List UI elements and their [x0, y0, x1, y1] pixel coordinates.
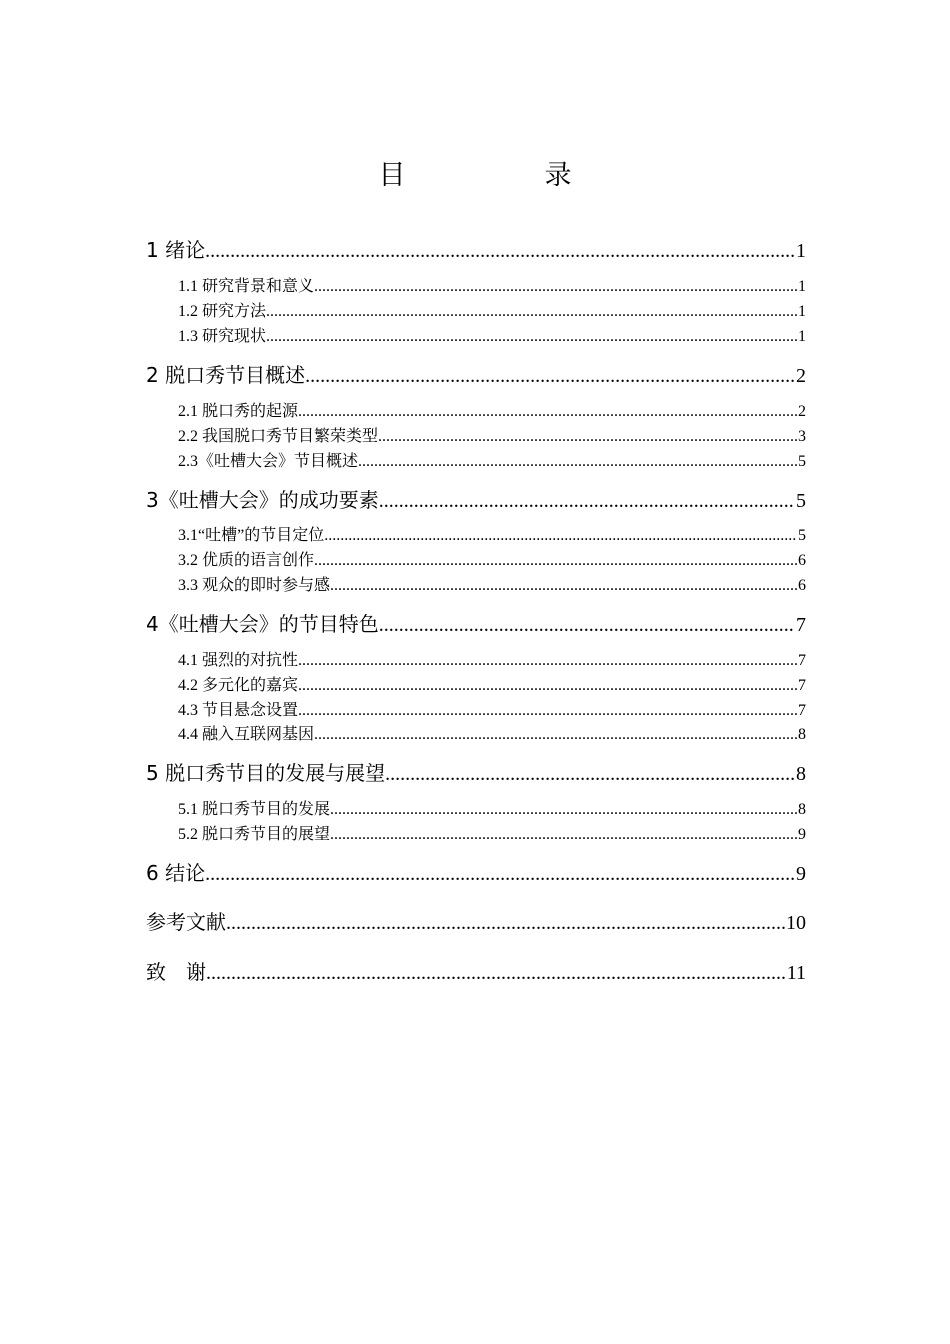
toc-entry-label: 3.1“吐槽”的节目定位	[178, 527, 325, 544]
toc-page-number: 1	[798, 303, 806, 320]
toc-leader-dots	[330, 824, 797, 846]
toc-leader-dots	[385, 761, 795, 787]
toc-entry-label: 1.2 研究方法	[178, 303, 267, 320]
toc-leader-dots	[305, 363, 795, 389]
toc-leader-dots	[266, 326, 797, 348]
toc-leader-dots	[226, 910, 785, 936]
toc-entry-label: 2 脱口秀节目概述	[146, 363, 306, 387]
toc-leader-dots	[314, 550, 797, 572]
toc-leader-dots	[358, 451, 797, 473]
toc-page-number: 2	[798, 403, 806, 420]
toc-page-number: 9	[798, 826, 806, 843]
toc-page-number: 1	[796, 240, 806, 262]
toc-entry[interactable]	[146, 760, 806, 787]
toc-entry-label: 4.4 融入互联网基因	[178, 726, 315, 743]
toc-entry[interactable]	[178, 650, 806, 672]
toc-entry[interactable]	[178, 276, 806, 298]
toc-leader-dots	[298, 650, 797, 672]
toc-entry-label: 4.1 强烈的对抗性	[178, 652, 299, 669]
toc-leader-dots	[379, 488, 795, 514]
toc-entry-label: 3.2 优质的语言创作	[178, 552, 315, 569]
toc-entry-label: 6 结论	[146, 861, 206, 885]
toc-entry[interactable]	[178, 326, 806, 348]
toc-page-number: 7	[796, 614, 806, 636]
toc-leader-dots	[205, 238, 795, 264]
toc-leader-dots	[314, 276, 797, 298]
toc-leader-dots	[206, 960, 786, 986]
toc-page-number: 2	[796, 365, 806, 387]
toc-page-number: 8	[798, 801, 806, 818]
toc-entry-label: 1.1 研究背景和意义	[178, 278, 315, 295]
toc-entry[interactable]	[178, 301, 806, 323]
toc-entry-label: 致 谢	[146, 960, 206, 984]
toc-page-number: 1	[798, 328, 806, 345]
toc-entry[interactable]	[178, 575, 806, 597]
toc-leader-dots	[266, 301, 797, 323]
toc-entry[interactable]	[178, 799, 806, 821]
toc-page-number: 6	[798, 577, 806, 594]
toc-entry-label: 4.3 节目悬念设置	[178, 702, 299, 719]
toc-entry[interactable]	[178, 550, 806, 572]
toc-entry[interactable]	[178, 426, 806, 448]
toc-leader-dots	[330, 799, 797, 821]
toc-entry-label: 3《吐槽大会》的成功要素	[146, 488, 379, 512]
toc-entry-label: 2.1 脱口秀的起源	[178, 403, 299, 420]
toc-entry-label: 5 脱口秀节目的发展与展望	[146, 761, 386, 785]
toc-entry[interactable]	[178, 700, 806, 722]
toc-page-number: 7	[798, 652, 806, 669]
toc-page-number: 8	[796, 763, 806, 785]
toc-entry-label: 2.3《吐槽大会》节目概述	[178, 453, 359, 470]
toc-page-number: 8	[798, 726, 806, 743]
toc-entry[interactable]	[178, 724, 806, 746]
toc-leader-dots	[205, 861, 795, 887]
toc-page-number: 7	[798, 677, 806, 694]
toc-entry-label: 5.2 脱口秀节目的展望	[178, 826, 331, 843]
toc-page-number: 11	[786, 962, 806, 984]
toc-entry[interactable]	[146, 909, 806, 936]
toc-title: 目 录	[378, 160, 628, 191]
toc-page-number: 10	[786, 912, 806, 934]
toc-leader-dots	[324, 525, 797, 547]
toc-entry-label: 1.3 研究现状	[178, 328, 267, 345]
toc-entry[interactable]	[146, 237, 806, 264]
toc-entry-label: 参考文献	[146, 910, 226, 934]
toc-entry[interactable]	[146, 362, 806, 389]
toc-entry-label: 4.2 多元化的嘉宾	[178, 677, 299, 694]
toc-leader-dots	[298, 675, 797, 697]
toc-page-number: 6	[798, 552, 806, 569]
toc-page-number: 7	[798, 702, 806, 719]
toc-entry-label: 1 绪论	[146, 238, 206, 262]
toc-leader-dots	[298, 401, 797, 423]
toc-entry[interactable]	[146, 860, 806, 887]
toc-page-number: 9	[796, 863, 806, 885]
toc-entry[interactable]	[178, 525, 806, 547]
toc-page-number: 1	[798, 278, 806, 295]
toc-entry[interactable]	[146, 487, 806, 514]
toc-page-number: 5	[796, 490, 806, 512]
toc-leader-dots	[379, 612, 795, 638]
toc-entry-label: 4《吐槽大会》的节目特色	[146, 612, 379, 636]
toc-page-number: 5	[798, 527, 806, 544]
toc-leader-dots	[378, 426, 797, 448]
toc-entry[interactable]	[178, 675, 806, 697]
toc-leader-dots	[314, 724, 797, 746]
toc-entry[interactable]	[178, 451, 806, 473]
toc-page-number: 5	[798, 453, 806, 470]
toc-leader-dots	[330, 575, 797, 597]
toc-entry-label: 5.1 脱口秀节目的发展	[178, 801, 331, 818]
toc-entry[interactable]	[178, 824, 806, 846]
toc-leader-dots	[298, 700, 797, 722]
toc-entry[interactable]	[146, 959, 806, 986]
toc-entry-label: 3.3 观众的即时参与感	[178, 577, 331, 594]
toc-entry-label: 2.2 我国脱口秀节目繁荣类型	[178, 428, 379, 445]
toc-page-number: 3	[798, 428, 806, 445]
toc-entry[interactable]	[146, 611, 806, 638]
toc-entry[interactable]	[178, 401, 806, 423]
